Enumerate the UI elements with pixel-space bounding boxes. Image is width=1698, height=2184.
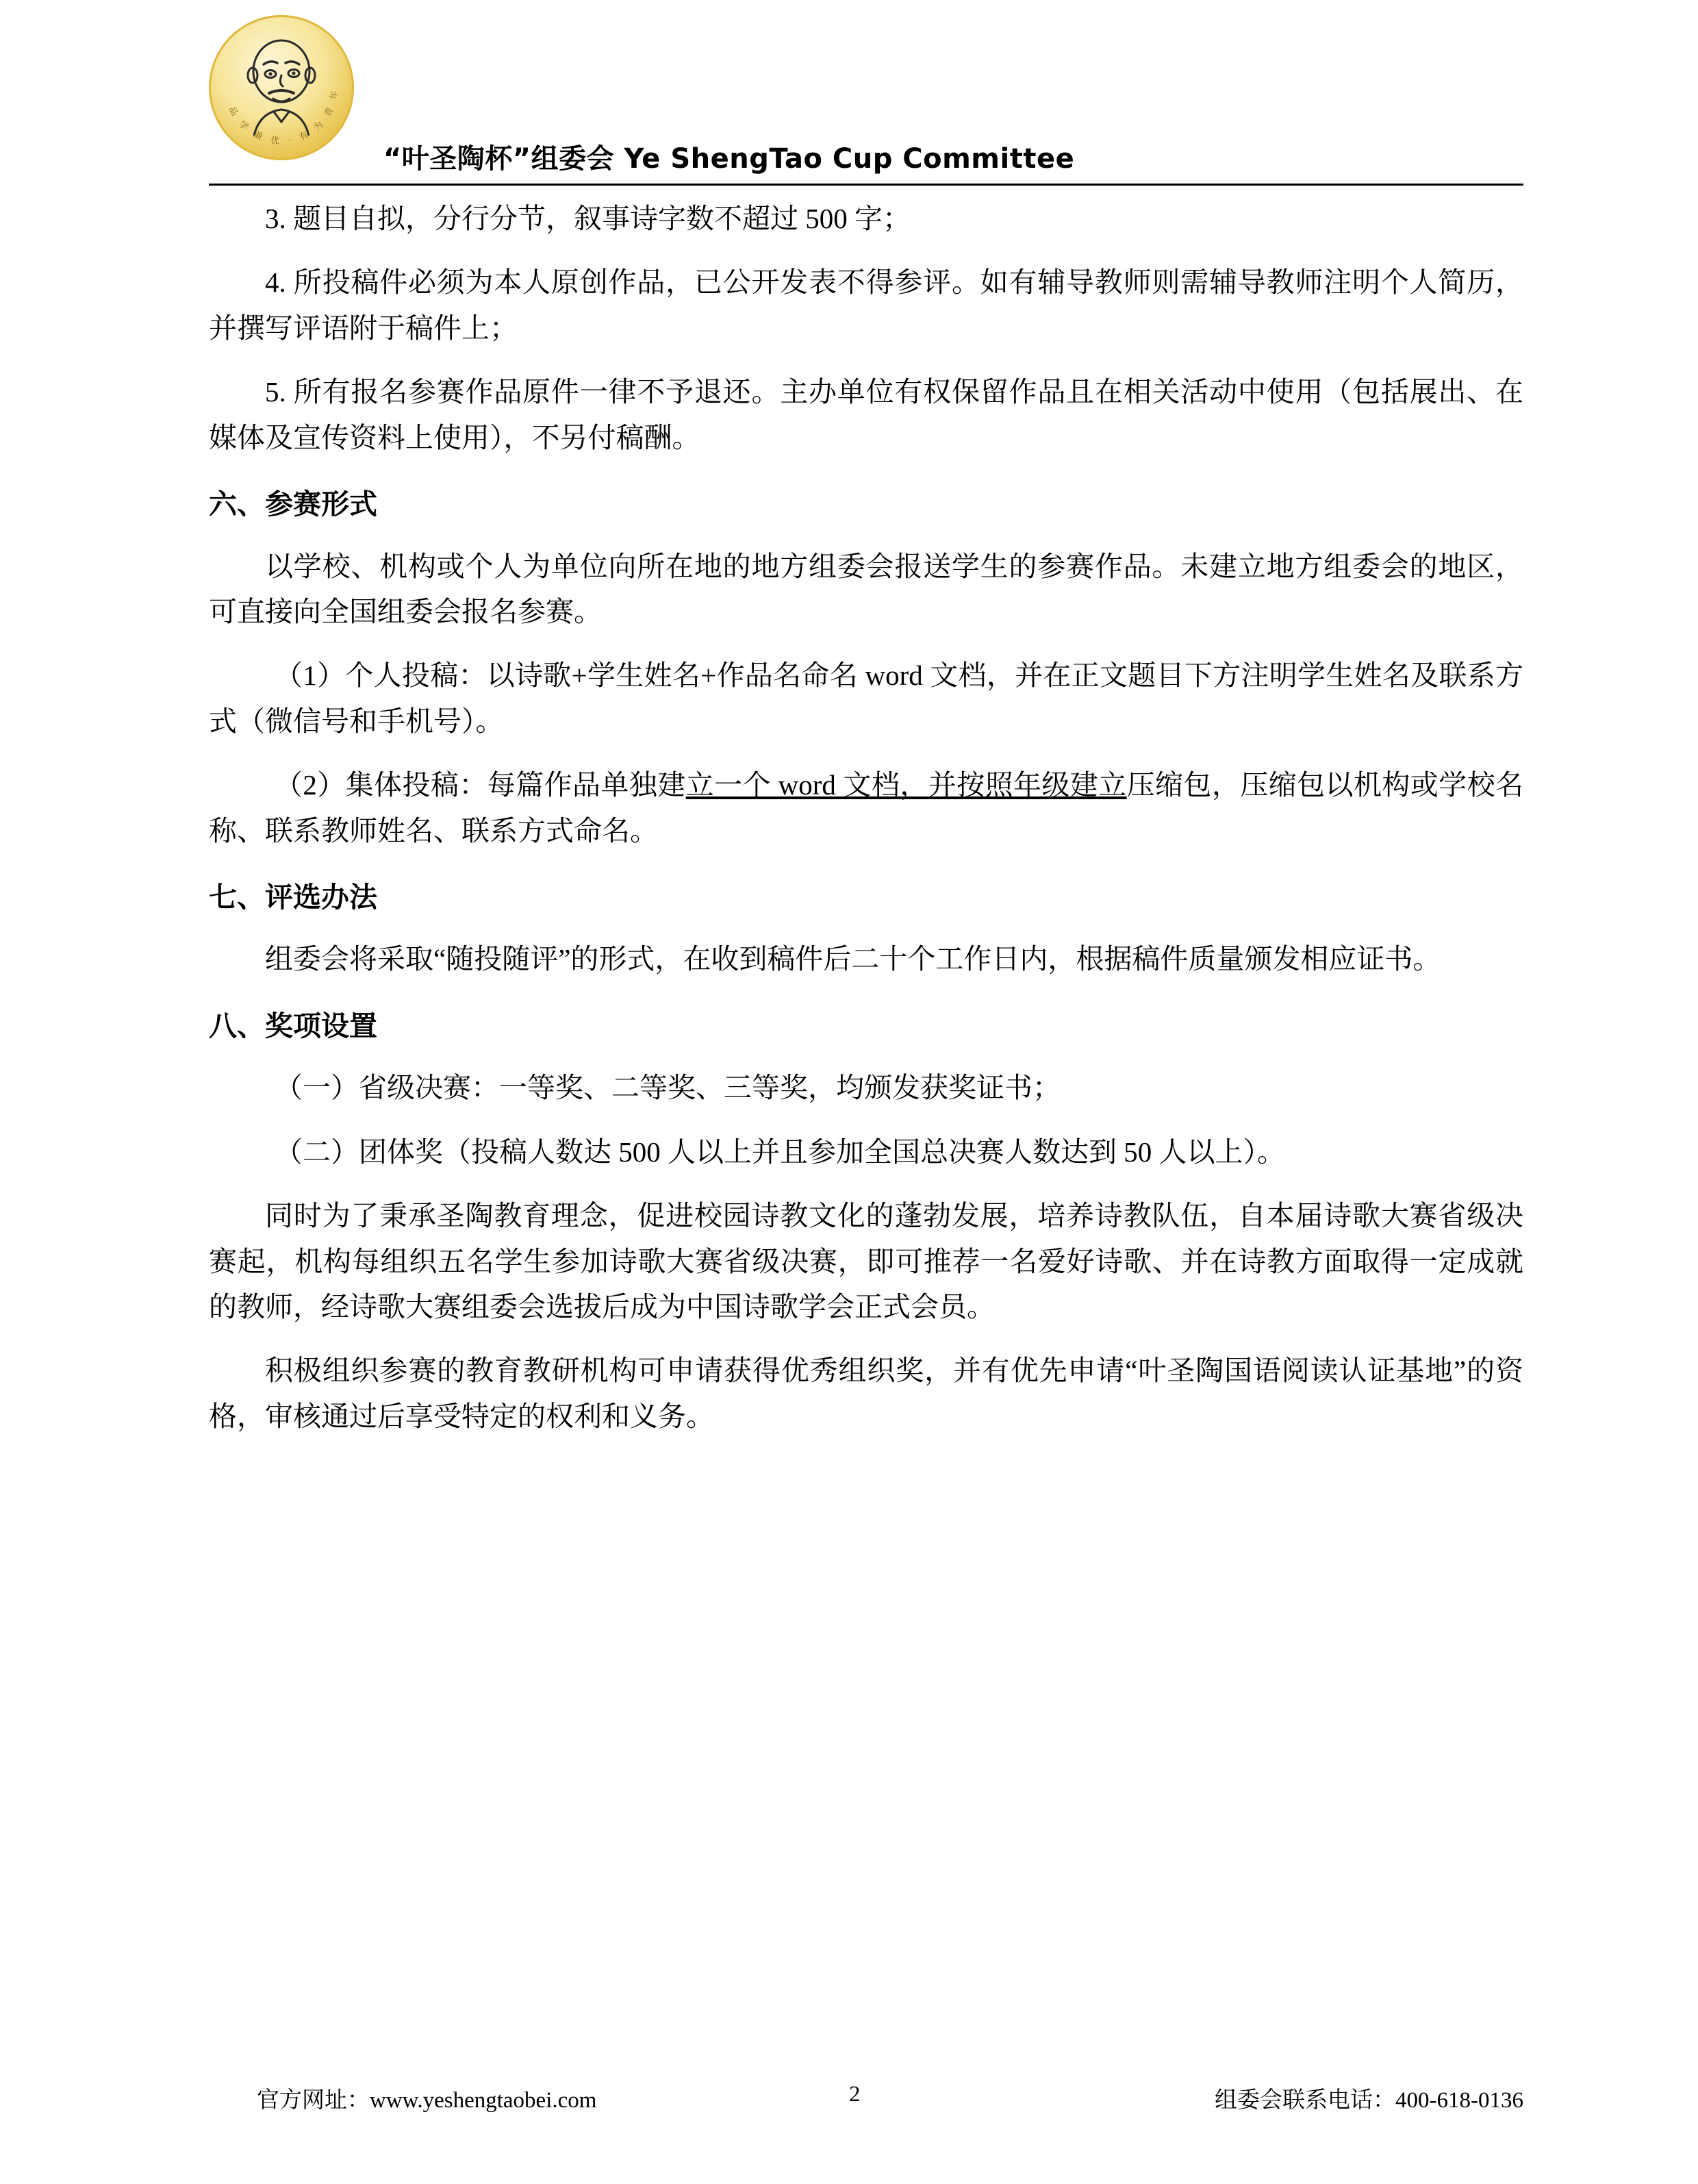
svg-text:品 学 兼 优 · 有 为 青 年: 品 学 兼 优 · 有 为 青 年	[226, 86, 341, 147]
portrait-illustration-icon	[233, 33, 329, 136]
section-six-paragraph-1: 以学校、机构或个人为单位向所在地的地方组委会报送学生的参赛作品。未建立地方组委会的地区，可直接向全国组委会报名参赛。	[209, 550, 1523, 627]
page-footer	[209, 2082, 1523, 2123]
section-seven-paragraph-1: 组委会将采取“随投随评”的形式，在收到稿件后二十个工作日内，根据稿件质量颁发相应证书。	[265, 943, 1441, 975]
section-six-paragraph-3-part-a: （2）集体投稿：每篇作品单独建	[275, 769, 686, 801]
section-eight-paragraph-1: （一）省级决赛：一等奖、二等奖、三等奖，均颁发获奖证书；	[275, 1072, 1061, 1104]
ye-shengtao-portrait-logo	[209, 15, 354, 160]
section-six-paragraph-3	[209, 762, 1523, 853]
section-heading-eight: 八、奖项设置	[209, 1009, 377, 1042]
section-six-paragraph-2: （1）个人投稿：以诗歌+学生姓名+作品名命名 word 文档，并在正文题目下方注明学生姓名及联系方式（微信号和手机号）。	[209, 660, 1523, 737]
section-eight-paragraph-4: 积极组织参赛的教育教研机构可申请获得优秀组织奖，并有优先申请“叶圣陶国语阅读认证基地”的资格，审核通过后享受特定的权利和义务。	[209, 1355, 1523, 1432]
footer-page-number: 2	[849, 2082, 861, 2107]
list-item-5: 5. 所有报名参赛作品原件一律不予退还。主办单位有权保留作品且在相关活动中使用（包括展出、在媒体及宣传资料上使用），不另付稿酬。	[209, 376, 1523, 453]
section-heading-six: 六、参赛形式	[209, 488, 377, 521]
section-eight-paragraph-3: 同时为了秉承圣陶教育理念，促进校园诗教文化的蓬勃发展，培养诗教队伍，自本届诗歌大赛省级决赛起，机构每组织五名学生参加诗歌大赛省级决赛，即可推荐一名爱好诗歌、并在诗教方面取得一定成就的教师，经诗歌大赛组委会选拔后成为中国诗歌学会正式会员。	[209, 1200, 1523, 1322]
footer-website: 官方网址：www.yeshengtaobei.com	[257, 2088, 597, 2113]
section-eight-paragraph-2: （二）团体奖（投稿人数达 500 人以上并且参加全国总决赛人数达到 50 人以上）。	[275, 1135, 1285, 1168]
list-item-3: 3. 题目自拟，分行分节，叙事诗字数不超过 500 字；	[265, 203, 911, 234]
page-header	[0, 0, 1698, 192]
section-six-paragraph-3-part-b: 压缩包，压缩包以机构或学校名称、联系教师姓名、联系方式命名。	[209, 769, 1524, 846]
list-item-4: 4. 所投稿件必须为本人原创作品，已公开发表不得参评。如有辅导教师则需辅导教师注明个人简历，并撰写评语附于稿件上；	[209, 266, 1523, 344]
footer-contact-phone: 组委会联系电话：400-618-0136	[1215, 2088, 1523, 2113]
section-heading-seven: 七、评选办法	[209, 880, 377, 914]
document-body	[209, 196, 1523, 1457]
section-six-paragraph-3-underlined: 立一个 word 文档，并按照年级建立	[685, 769, 1127, 801]
header-title: “叶圣陶杯”组委会 Ye ShengTao Cup Committee	[383, 143, 1075, 175]
header-divider	[209, 184, 1523, 186]
